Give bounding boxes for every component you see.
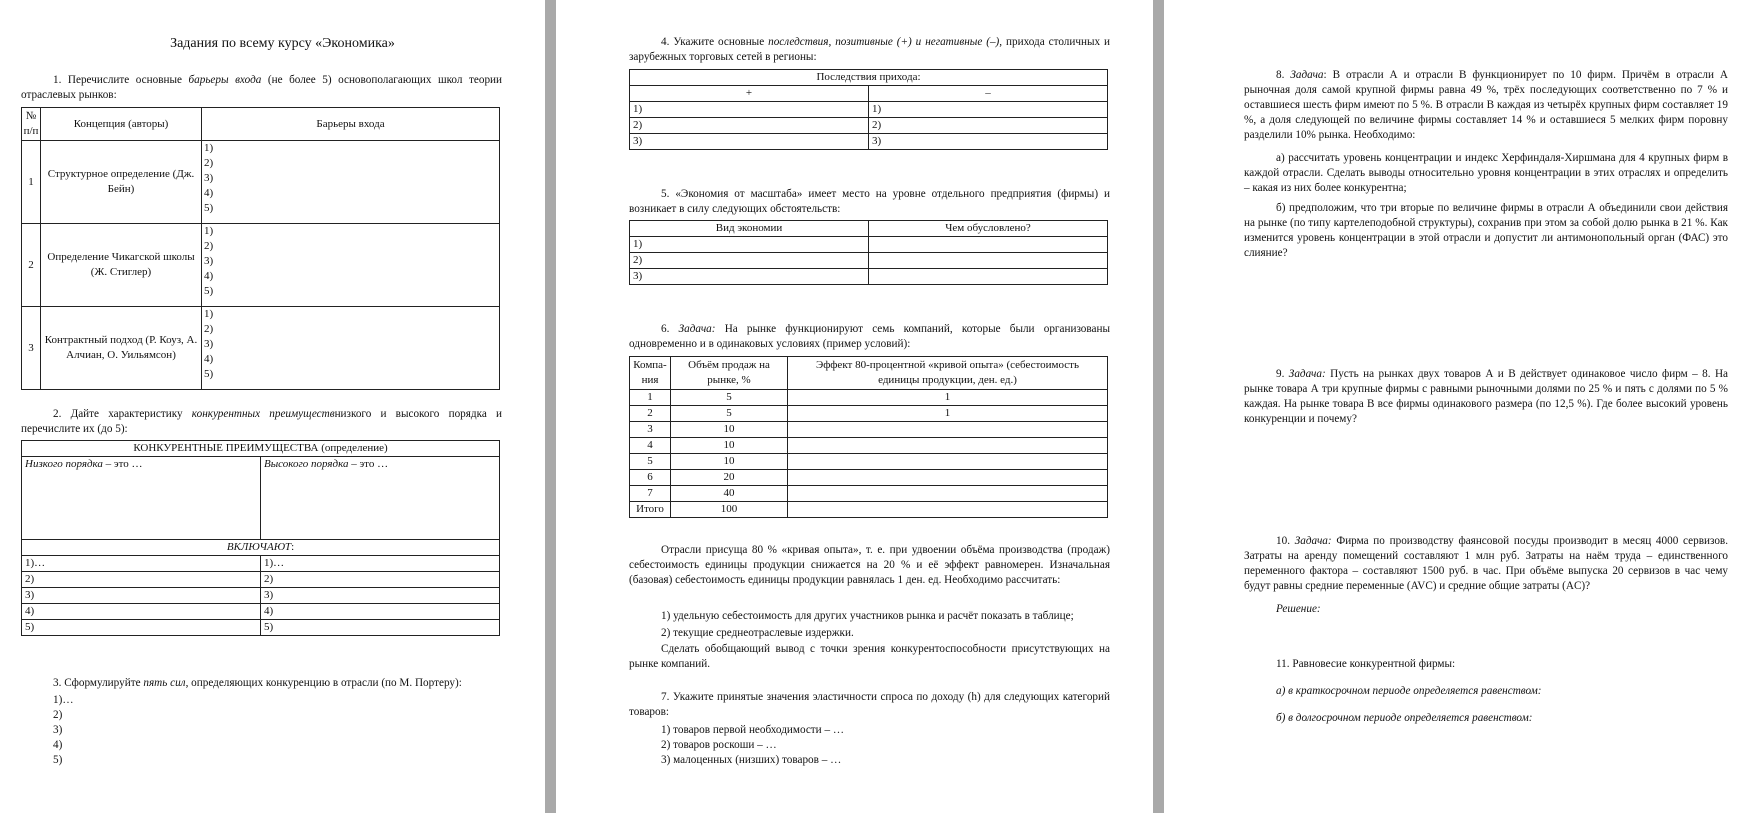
question-10: 10. Задача: Фирма по производству фаянсовой посуды производит в месяц 4000 сервизов. Затраты на аренду помещений составляют 1 млн руб. Затраты на наём труда – единственного переменного фактора – составляют 1500 руб. в час. При объёме выпуска 20 сервизов в час чему будут равны средние переменные (AVC) и средние общие затраты (AC)? [1244, 535, 1728, 592]
elasticity-list: 1) товаров первой необходимости – … 2) товаров роскоши – … 3) малоценных (низших) товаров – … [661, 724, 845, 766]
economy-of-scale-table [629, 220, 1108, 285]
q11-part-a: а) в краткосрочном периоде определяется равенством: [1276, 685, 1542, 697]
header-num: № п/п [22, 108, 41, 141]
entry-barriers-table [21, 107, 500, 390]
table-row: 2 Определение Чикагской школы (Ж. Стиглер) 1) 2) 3) 4) 5) [22, 224, 500, 307]
experience-curve-table [629, 356, 1108, 518]
header-concept: Концепция (авторы) [41, 108, 202, 141]
table-row: 3) 3) [22, 588, 500, 604]
table-row: 3) [630, 269, 1108, 285]
table-row: 5 10 [630, 454, 1108, 470]
table-row: 4 10 [630, 438, 1108, 454]
table-row: 2) [630, 253, 1108, 269]
header-economy-type: Вид экономии [630, 221, 869, 237]
document-page-1 [0, 0, 545, 813]
table-row: Итого 100 [630, 502, 1108, 518]
q8-part-b: б) предположим, что три вторые по величине фирмы в отрасли А объединили свои действия на рынке (по типу картелеподобной структуры), сохранив при этом за собой долю рынка в 21 %. Как изменится уровень концентрации в этой отрасли и допустит ли антимонопольный орган (ФАС) это слияние? [1244, 202, 1728, 259]
table-row: 2) 2) [22, 572, 500, 588]
q10-solution: Решение: [1276, 603, 1321, 615]
header-company: Компа-ния [630, 357, 671, 390]
document-page-2 [556, 0, 1153, 813]
table-row: 1)… 1)… [22, 556, 500, 572]
includes-label: ВКЛЮЧАЮТ: [22, 540, 500, 556]
competitive-advantages-table [21, 440, 500, 636]
question-4: 4. Укажите основные последствия, позитивные (+) и негативные (–), прихода столичных и зарубежных торговых сетей в регионы: [629, 36, 1110, 63]
header-effect: Эффект 80-процентной «кривой опыта» (себестоимость единицы продукции, ден. ед.) [788, 357, 1108, 390]
table-row: 6 20 [630, 470, 1108, 486]
question-6: 6. Задача: На рынке функционируют семь компаний, которые были организованы одновременно и в одинаковых условиях (пример условий): [629, 323, 1111, 350]
table-row: 3) 3) [630, 134, 1108, 150]
table-row: 7 40 [630, 486, 1108, 502]
high-order-cell: Высокого порядка – это … [261, 457, 500, 540]
table-row: 1 Структурное определение (Дж. Бейн) 1) 2) 3) 4) 5) [22, 141, 500, 224]
table-row: 2) 2) [630, 118, 1108, 134]
header-sales: Объём продаж на рынке, % [671, 357, 788, 390]
low-order-cell: Низкого порядка – это … [22, 457, 261, 540]
table-row: 2 5 1 [630, 406, 1108, 422]
table-row: 1) 1) [630, 102, 1108, 118]
header-reason: Чем обусловлено? [869, 221, 1108, 237]
q6-conclusion: Сделать обобщающий вывод с точки зрения конкурентоспособности присутствующих на рынке компаний. [629, 643, 1110, 670]
table-row: 3 Контрактный подход (Р. Коуз, А. Алчиан, О. Уильямсон) 1) 2) 3) 4) 5) [22, 307, 500, 390]
minus-header: – [869, 86, 1108, 102]
table-row: 3 10 [630, 422, 1108, 438]
q11-part-b: б) в долгосрочном периоде определяется равенством: [1276, 712, 1533, 724]
question-9: 9. Задача: Пусть на рынках двух товаров А и В действует одинаковое число фирм – 8. На рынке товара А три крупные фирмы с равными рыночными долями по 25 % и пять с долями по 5 % каждая. На рынке товара В все фирмы одинакового размера (по 12,5 %). Где более высокий уровень конкуренции и почему? [1244, 368, 1728, 425]
table-row: 1) [630, 237, 1108, 253]
table-row: 5) 5) [22, 620, 500, 636]
document-title: Задания по всему курсу «Экономика» [170, 36, 395, 51]
plus-header: + [630, 86, 869, 102]
header-barriers: Барьеры входа [202, 108, 500, 141]
question-2: 2. Дайте характеристику конкурентных преимуществнизкого и высокого порядка и перечислите их (до 5): [21, 408, 502, 435]
question-7: 7. Укажите принятые значения эластичности спроса по доходу (h) для следующих категорий товаров: [629, 691, 1110, 718]
question-3: 3. Сформулируйте пять сил, определяющих конкуренцию в отрасли (по М. Портеру): [53, 677, 462, 689]
q8-part-a: а) рассчитать уровень концентрации и индекс Херфиндаля-Хиршмана для 4 крупных фирм в каждой отрасли. Сделать выводы относительно уровня концентрации в этих отраслях и определить – какая из них более конкурентна; [1244, 152, 1728, 194]
document-page-3 [1164, 0, 1746, 813]
table-row: 1 5 1 [630, 390, 1108, 406]
advantages-header: КОНКУРЕНТНЫЕ ПРЕИМУЩЕСТВА (определение) [22, 441, 500, 457]
table-row: 4) 4) [22, 604, 500, 620]
five-forces-list: 1)… 2) 3) 4) 5) [53, 694, 74, 766]
question-5: 5. «Экономия от масштаба» имеет место на уровне отдельного предприятия (фирмы) и возникает в силу следующих обстоятельств: [629, 188, 1110, 215]
consequences-header: Последствия прихода: [630, 70, 1108, 86]
q6-item-2: 2) текущие среднеотраслевые издержки. [661, 627, 854, 639]
q6-paragraph: Отрасли присуща 80 % «кривая опыта», т. е. при удвоении объёма производства (продаж) себестоимость единицы продукции снижается на 20 % и её эффект равномерен. Изначальная (базовая) себестоимость единицы продукции равнялась 1 ден. ед. Необходимо рассчитать: [629, 544, 1110, 586]
question-11: 11. Равновесие конкурентной фирмы: [1276, 658, 1456, 670]
q6-item-1: 1) удельную себестоимость для других участников рынка и расчёт показать в таблице; [661, 610, 1074, 622]
question-1: 1. Перечислите основные барьеры входа (не более 5) основополагающих школ теории отраслевых рынков: [21, 74, 503, 101]
question-8: 8. Задача: В отрасли А и отрасли В функционирует по 10 фирм. Причём в отрасли А рыночная доля самой крупной фирмы равна 49 %, трёх последующих соответственно по 7 % и оставшиеся шесть фирм имеют по 5 %. В отрасли В каждая из четырёх крупных фирм составляет 19 %, а доля следующей по величине фирмы составляет 14 % и оставшиеся 5 мелких фирм поровну разделили 10% рынка. Необходимо: [1244, 69, 1729, 141]
consequences-table [629, 69, 1108, 150]
